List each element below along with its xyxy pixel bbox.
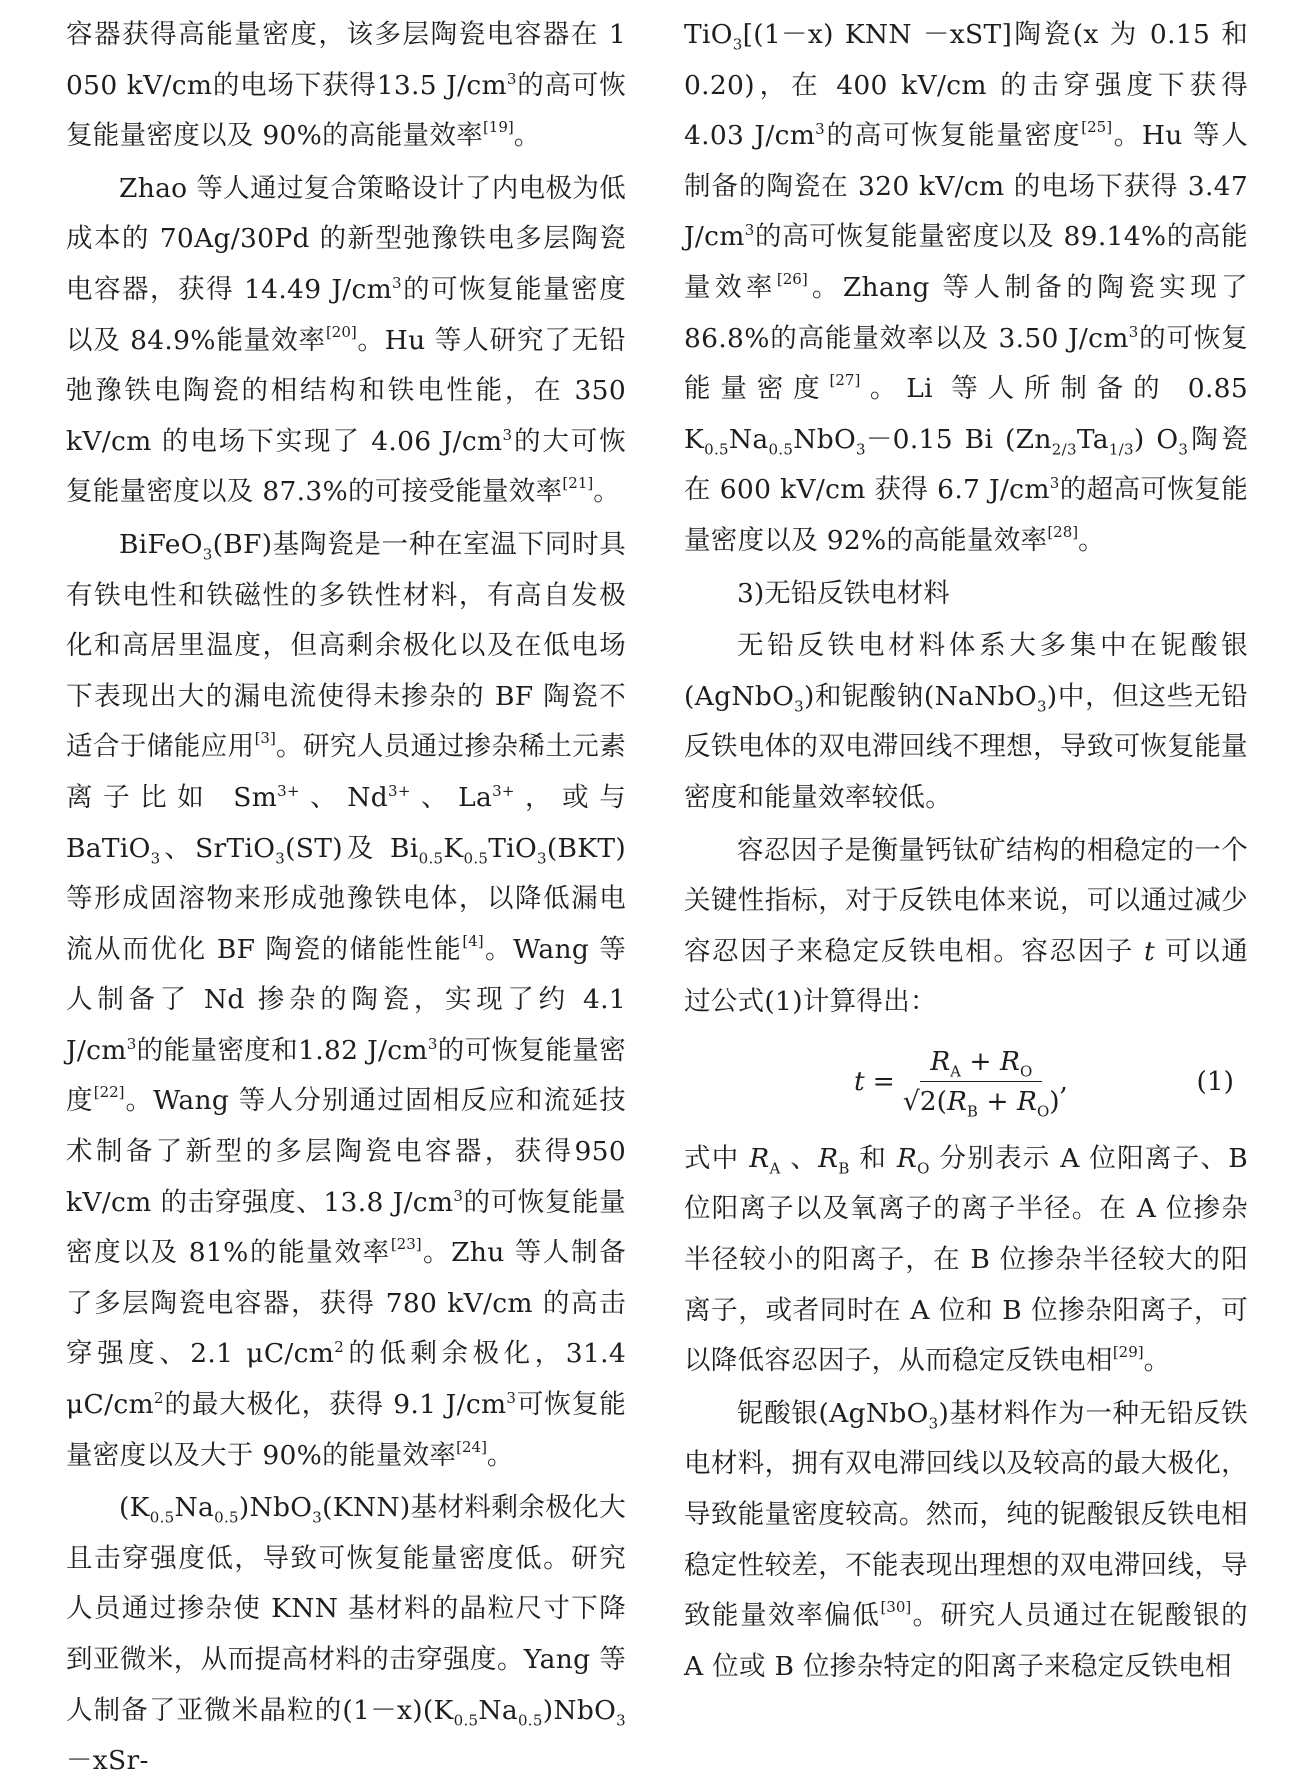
paragraph-equation-explanation: 式中 $R_A$ 、$R_B$ 和 $R_O$ 分别表示 A 位阳离子、B 位阳离子以及氧离子的离子半径。在 A 位掺杂半径较小的阳离子，在 B 位掺杂半径较大的阳离子，或者同时在 A 位和 B 位掺杂阳离子，可以降低容忍因子，从而稳定反铁电相[29]。	[684, 1142, 1249, 1377]
citation: [22]	[93, 1083, 125, 1102]
citation: [23]	[390, 1235, 422, 1254]
citation: [20]	[325, 322, 357, 341]
paragraph-knn-continued: TiO$_3$[(1－x) KNN －xST]陶瓷(x 为 0.15 和 0.20)，在 400 kV/cm 的击穿强度下获得 4.03 $J/cm^3$的高可恢复能量密度[25]。Hu 等人制备的陶瓷在 320 kV/cm 的电场下获得 3.47 $J/cm^3$的高可恢复能量密度以及 89.14%的高能量效率[26]。Zhang 等人制备的陶瓷实现了 86.8%的高能量效率以及 3.50 $J/cm^3$的可恢复能量密度[27]。Li 等人所制备的 0.85 $K_{0.5}Na_{0.5}NbO_3-0.15$ Bi $(Zn_{2/3}Ta_{1/3})$ $O_3$陶瓷在 600 kV/cm 获得 6.7 $J/cm^3$的超高可恢复能量密度以及 92%的高能量效率[28]。	[684, 19, 1248, 556]
equation-numerator: $R_A + R_O$	[920, 1046, 1042, 1082]
citation: [26]	[776, 269, 808, 288]
citation: [24]	[456, 1437, 487, 1456]
citation: [19]	[482, 118, 514, 137]
citation: [4]	[462, 931, 484, 950]
paragraph-tolerance-factor: 容忍因子是衡量钙钛矿结构的相稳定的一个关键性指标，对于反铁电体来说，可以通过减少容忍因子来稳定反铁电相。容忍因子 t 可以通过公式(1)计算得出：	[684, 834, 1249, 1018]
citation: [30]	[880, 1598, 912, 1617]
equation-fraction	[902, 1046, 1060, 1121]
paragraph-bifeo3: BiFeO$_3$(BF)基陶瓷是一种在室温下同时具有铁电性和铁磁性的多铁性材料，有高自发极化和高居里温度，但高剩余极化以及在低电场下表现出大的漏电流使得未掺杂的 BF 陶瓷不适合于储能应用[3]。研究人员通过掺杂稀土元素离子比如 $Sm^{3+}$、$Nd^{3+}$、$La^{3+}$，或与 BaTiO$_3$、SrTiO$_3$(ST)及 $Bi_{0.5}K_{0.5}TiO_3(BKT)$等形成固溶物来形成弛豫铁电体，以降低漏电流从而优化 BF 陶瓷的储能性能[4]。Wang 等人制备了 Nd 掺杂的陶瓷，实现了约 4.1 $J/cm^3$的能量密度和1.82 $J/cm^3$的可恢复能量密度[22]。Wang 等人分别通过固相反应和流延技术制备了新型的多层陶瓷电容器，获得950 kV/cm 的击穿强度、13.8 $J/cm^3$的可恢复能量密度以及 81%的能量效率[23]。Zhu 等人制备了多层陶瓷电容器，获得 780 kV/cm 的高击穿强度、2.1 $\mu C/cm^2$的低剩余极化，31.4 $\mu C/cm^2$的最大极化，获得 9.1 $J/cm^3$可恢复能量密度以及大于 90%的能量效率[24]。	[66, 528, 627, 1471]
paragraph-knn: $(K_{0.5}Na_{0.5})NbO_3(KNN)$基材料剩余极化大且击穿强度低，导致可恢复能量密度低。研究人员通过掺杂使 KNN 基材料的晶粒尺寸下降到亚微米，从而提高材料的击穿强度。Yang 等人制备了亚微米晶粒的$(1-x)(K_{0.5}Na_{0.5})NbO_3-xSr-$	[66, 1492, 626, 1777]
paragraph-antiferroelectric: 无铅反铁电材料体系大多集中在铌酸银(AgNbO$_3$)和铌酸钠(NaNbO$_3$)中，但这些无铅反铁电体的双电滞回线不理想，导致可恢复能量密度和能量效率较低。	[684, 630, 1248, 813]
paragraph-agnbo3: 铌酸银(AgNbO$_3$)基材料作为一种无铅反铁电材料，拥有双电滞回线以及较高的最大极化，导致能量密度较高。然而，纯的铌酸银反铁电相稳定性较差，不能表现出理想的双电滞回线，导致能量效率偏低[30]。研究人员通过在铌酸银的 A 位或 B 位掺杂特定的阳离子来稳定反铁电相	[684, 1397, 1248, 1682]
citation: [29]	[1112, 1343, 1144, 1362]
equation-tolerance-factor: t = $\frac{R_A + R_O}{√2(R_B + R_O)}$ , (1)	[854, 1046, 1234, 1121]
paragraph-mlcc-continued: 容器获得高能量密度，该多层陶瓷电容器在 1 050 kV/cm的电场下获得13.5 $J/cm^3$的高可恢复能量密度以及 90%的高能量效率[19]。	[66, 19, 626, 152]
citation: [25]	[1081, 118, 1113, 137]
equation-number: (1)	[1196, 1065, 1234, 1097]
right-column	[684, 10, 1248, 1694]
citation: [27]	[829, 371, 861, 390]
citation: [28]	[1047, 522, 1079, 541]
citation: [21]	[562, 474, 594, 493]
citation: [3]	[254, 729, 276, 748]
section-heading: 3)无铅反铁电材料	[737, 577, 950, 609]
equation-denominator: $√2(R_B + R_O)$	[902, 1086, 1060, 1121]
paragraph-zhao-hu: Zhao 等人通过复合策略设计了内电极为低成本的 70Ag/30Pd 的新型弛豫铁电多层陶瓷电容器，获得 14.49 $J/cm^3$的可恢复能量密度以及 84.9%能量效率[20]。Hu 等人研究了无铅弛豫铁电陶瓷的相结构和铁电性能，在 350 kV/cm 的电场下实现了 4.06 $J/cm^3$的大可恢复能量密度以及 87.3%的可接受能量效率[21]。	[66, 172, 627, 508]
left-column	[66, 10, 626, 1789]
